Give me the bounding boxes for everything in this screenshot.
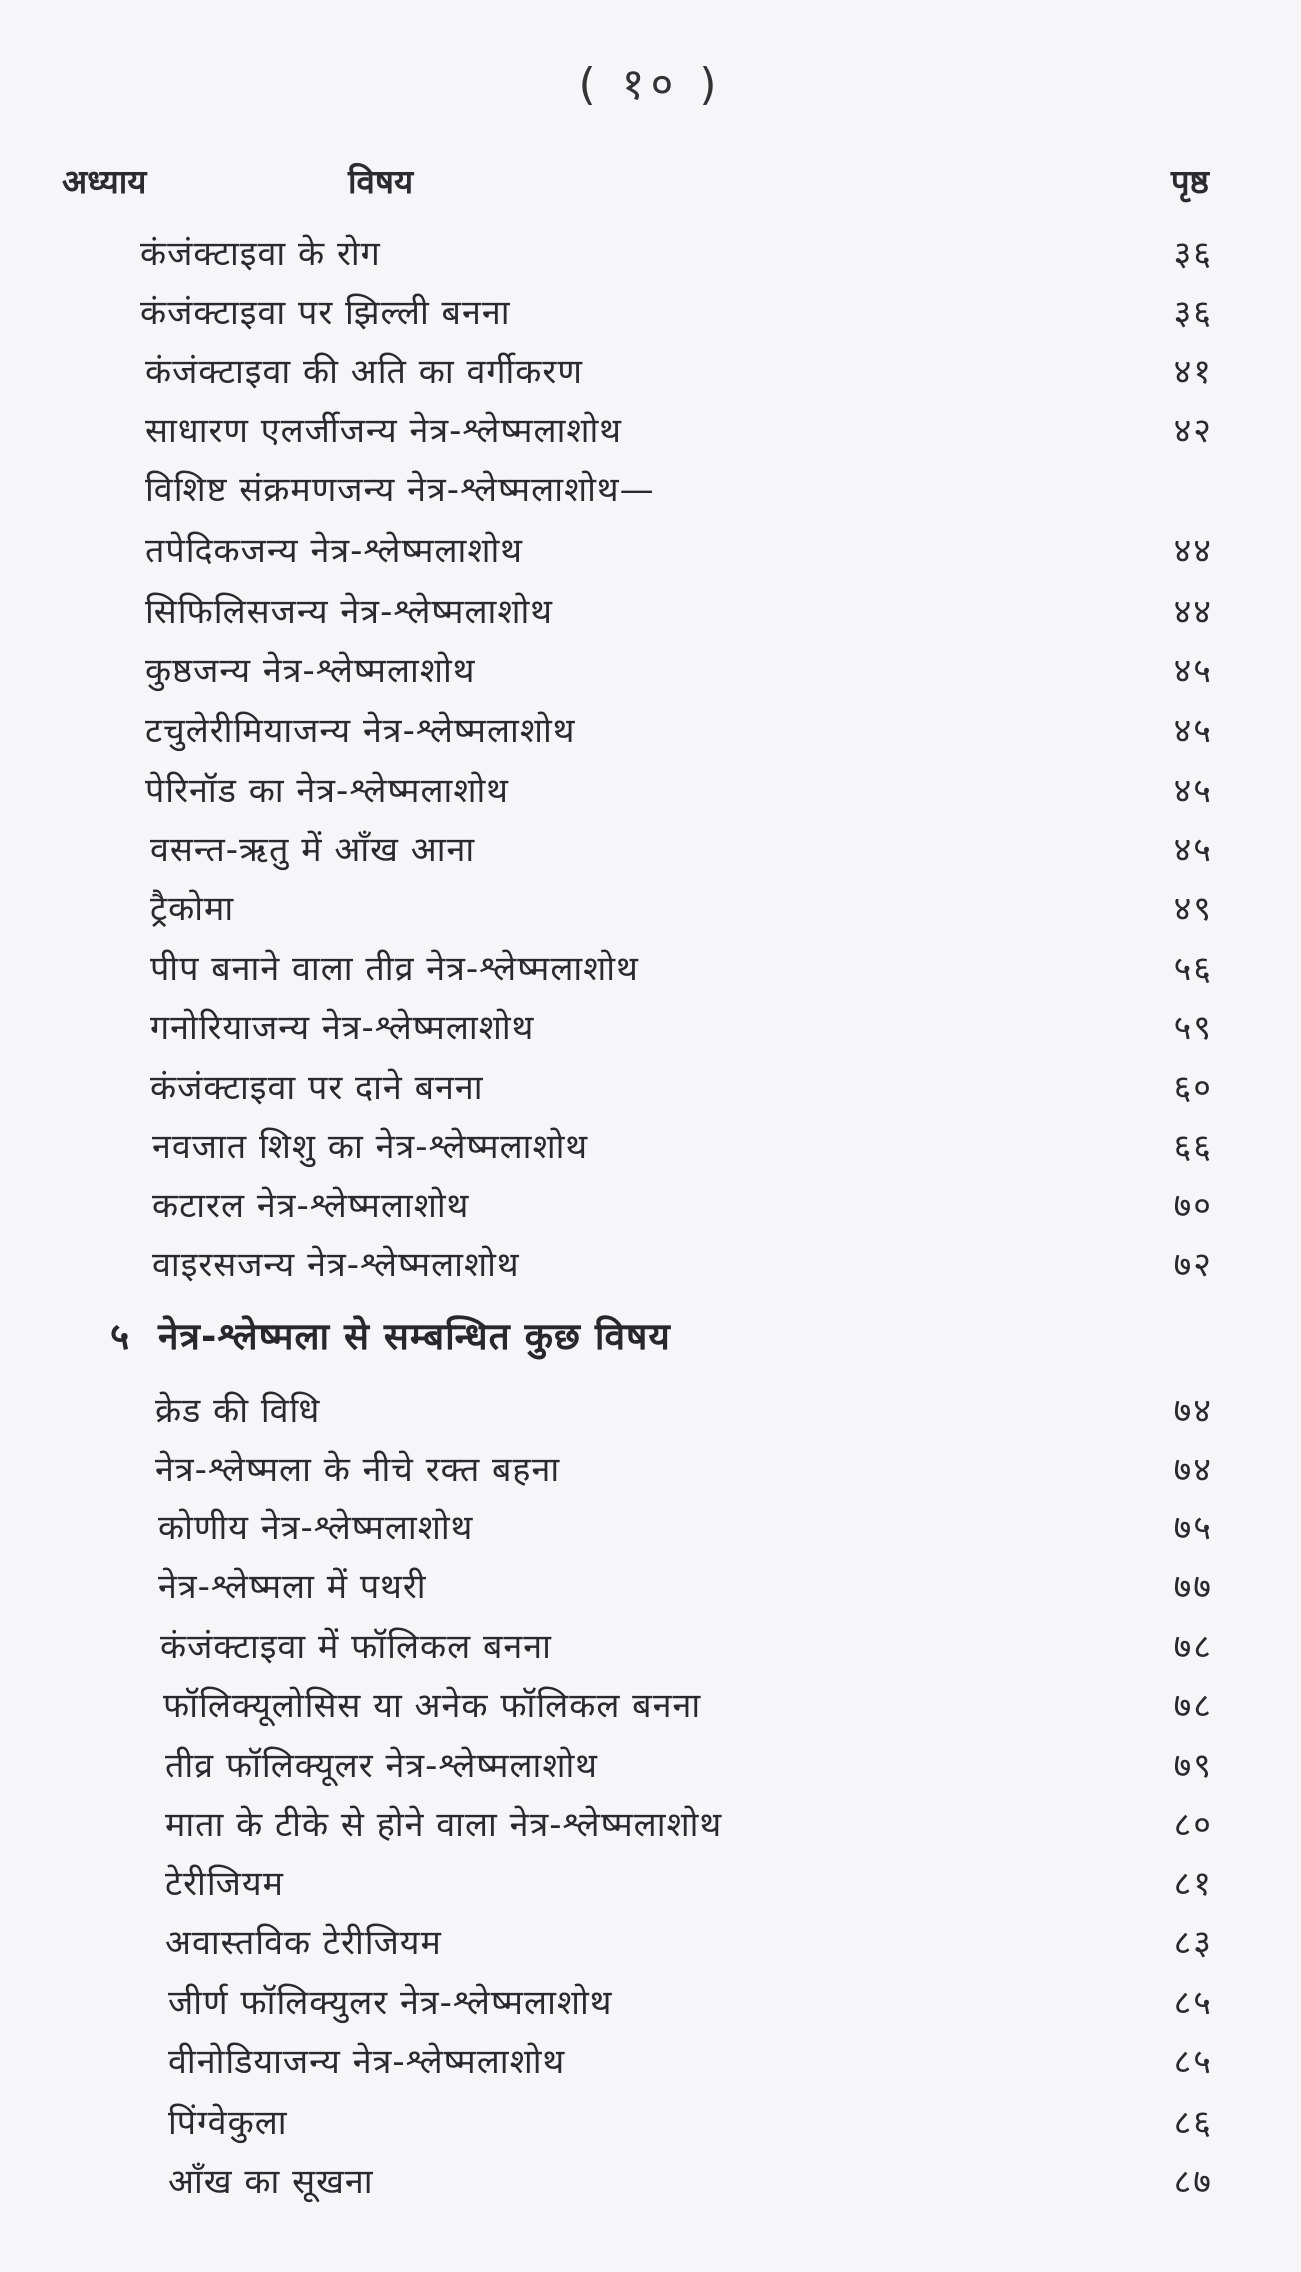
toc-entry bbox=[0, 462, 1301, 518]
toc-entry bbox=[0, 1178, 1301, 1234]
toc-entry bbox=[0, 1237, 1301, 1293]
toc-entry-page: ८१ bbox=[1173, 1864, 1213, 1904]
toc-entry bbox=[0, 1856, 1301, 1912]
toc-entry bbox=[0, 881, 1301, 937]
toc-entry bbox=[0, 344, 1301, 400]
toc-entry-page: ८७ bbox=[1173, 2162, 1213, 2202]
toc-entry bbox=[0, 1619, 1301, 1675]
toc-entry-title: कंजंक्टाइवा की अति का वर्गीकरण bbox=[145, 352, 583, 392]
toc-entry bbox=[0, 1442, 1301, 1498]
toc-entry-page: ४४ bbox=[1173, 531, 1213, 571]
toc-entry-title: पिंग्वेकुला bbox=[168, 2103, 288, 2143]
page-number: ( १० ) bbox=[578, 59, 723, 110]
toc-entry-title: वसन्त-ऋतु में आँख आना bbox=[150, 830, 476, 870]
toc-entry bbox=[0, 1119, 1301, 1175]
toc-entry bbox=[0, 703, 1301, 759]
toc-entry bbox=[0, 1559, 1301, 1615]
toc-entry-title: कंजंक्टाइवा पर दाने बनना bbox=[150, 1068, 484, 1108]
toc-entry-page: ४९ bbox=[1173, 889, 1213, 929]
toc-entry-page: ८५ bbox=[1173, 2042, 1213, 2082]
toc-entry bbox=[0, 584, 1301, 640]
toc-entry-page: ८५ bbox=[1173, 1983, 1213, 2023]
header-chapter: अध्याय bbox=[62, 162, 147, 201]
toc-entry-page: ८३ bbox=[1173, 1923, 1213, 1963]
toc-entry-title: नवजात शिशु का नेत्र-श्लेष्मलाशोथ bbox=[152, 1127, 589, 1167]
toc-entry-title: कंजंक्टाइवा के रोग bbox=[140, 234, 381, 274]
toc-entry-title: कंजंक्टाइवा पर झिल्ली बनना bbox=[140, 293, 511, 333]
toc-entry-page: ४५ bbox=[1173, 711, 1213, 751]
toc-entry-page: ७४ bbox=[1173, 1450, 1213, 1490]
toc-entry-title: नेत्र-श्लेष्मला में पथरी bbox=[158, 1567, 427, 1607]
toc-entry bbox=[0, 1383, 1301, 1439]
toc-entry-title: नेत्र-श्लेष्मला के नीचे रक्त बहना bbox=[155, 1450, 561, 1490]
toc-entry bbox=[0, 1797, 1301, 1853]
toc-entry bbox=[0, 2095, 1301, 2151]
toc-entry-title: पेरिनॉड का नेत्र-श्लेष्मलाशोथ bbox=[145, 771, 509, 811]
toc-entry bbox=[0, 523, 1301, 579]
toc-entry bbox=[0, 1000, 1301, 1056]
toc-entry bbox=[0, 941, 1301, 997]
toc-entry-page: ७० bbox=[1173, 1186, 1213, 1226]
section-title: नेत्र-श्लेष्मला से सम्बन्धित कुछ विषय bbox=[158, 1315, 671, 1358]
toc-entry-title: माता के टीके से होने वाला नेत्र-श्लेष्मलाशोथ bbox=[165, 1805, 723, 1845]
toc-entry-page: ७५ bbox=[1173, 1508, 1213, 1548]
toc-entry-title: तपेदिकजन्य नेत्र-श्लेष्मलाशोथ bbox=[145, 531, 524, 571]
toc-entry bbox=[0, 403, 1301, 459]
toc-entry-page: ६० bbox=[1173, 1068, 1213, 1108]
toc-entry bbox=[0, 1738, 1301, 1794]
toc-entry bbox=[0, 822, 1301, 878]
toc-entry-page: ८० bbox=[1173, 1805, 1213, 1845]
toc-entry-title: अवास्तविक टेरीजियम bbox=[165, 1923, 442, 1963]
toc-entry bbox=[0, 2034, 1301, 2090]
toc-entry bbox=[0, 1975, 1301, 2031]
toc-entry-page: ५६ bbox=[1173, 949, 1213, 989]
toc-entry-title: फॉलिक्यूलोसिस या अनेक फॉलिकल बनना bbox=[163, 1686, 702, 1726]
toc-entry-page: ७८ bbox=[1173, 1627, 1213, 1667]
toc-entry-title: तीव्र फॉलिक्यूलर नेत्र-श्लेष्मलाशोथ bbox=[165, 1746, 599, 1786]
toc-entry-page: ४५ bbox=[1173, 830, 1213, 870]
toc-entry bbox=[0, 1060, 1301, 1116]
toc-entry-title: कंजंक्टाइवा में फॉलिकल बनना bbox=[160, 1627, 552, 1667]
toc-entry-page: ४५ bbox=[1173, 771, 1213, 811]
toc-entry-title: कोणीय नेत्र-श्लेष्मलाशोथ bbox=[158, 1508, 474, 1548]
toc-entry-page: ४४ bbox=[1173, 592, 1213, 632]
toc-entry-page: ४१ bbox=[1173, 352, 1213, 392]
toc-entry-page: ७८ bbox=[1173, 1686, 1213, 1726]
toc-entry-title: गनोरियाजन्य नेत्र-श्लेष्मलाशोथ bbox=[150, 1008, 535, 1048]
toc-entry-title: विशिष्ट संक्रमणजन्य नेत्र-श्लेष्मलाशोथ— bbox=[145, 470, 655, 510]
toc-entry bbox=[0, 763, 1301, 819]
toc-entry bbox=[0, 1500, 1301, 1556]
toc-entry-title: कुष्ठजन्य नेत्र-श्लेष्मलाशोथ bbox=[145, 651, 476, 691]
toc-entry-page: ७२ bbox=[1173, 1245, 1213, 1285]
toc-entry-page: ३६ bbox=[1173, 234, 1213, 274]
toc-entry bbox=[0, 285, 1301, 341]
toc-entry-title: टचुलेरीमियाजन्य नेत्र-श्लेष्मलाशोथ bbox=[145, 711, 576, 751]
toc-entry-page: ४५ bbox=[1173, 651, 1213, 691]
toc-header bbox=[0, 158, 1301, 218]
toc-entry bbox=[0, 2154, 1301, 2210]
toc-entry bbox=[0, 643, 1301, 699]
toc-entry-page: ३६ bbox=[1173, 293, 1213, 333]
toc-entry-page: ६६ bbox=[1173, 1127, 1213, 1167]
toc-entry bbox=[0, 226, 1301, 282]
header-subject: विषय bbox=[348, 162, 414, 201]
toc-entry-title: वीनोडियाजन्य नेत्र-श्लेष्मलाशोथ bbox=[168, 2042, 566, 2082]
toc-entry-title: जीर्ण फॉलिक्युलर नेत्र-श्लेष्मलाशोथ bbox=[168, 1983, 613, 2023]
toc-entry-title: ट्रैकोमा bbox=[150, 889, 235, 929]
toc-entry-page: ४२ bbox=[1173, 411, 1213, 451]
toc-entry-title: आँख का सूखना bbox=[168, 2162, 374, 2202]
section-heading bbox=[0, 1304, 1301, 1370]
toc-entry-page: ८६ bbox=[1173, 2103, 1213, 2143]
toc-entry-page: ७४ bbox=[1173, 1391, 1213, 1431]
toc-entry bbox=[0, 1678, 1301, 1734]
header-page: पृष्ठ bbox=[1170, 162, 1209, 201]
toc-entry-title: टेरीजियम bbox=[165, 1864, 284, 1904]
toc-entry-title: साधारण एलर्जीजन्य नेत्र-श्लेष्मलाशोथ bbox=[145, 411, 623, 451]
toc-entry-title: वाइरसजन्य नेत्र-श्लेष्मलाशोथ bbox=[152, 1245, 520, 1285]
section-number: ५ bbox=[110, 1315, 130, 1358]
toc-entry-page: ७९ bbox=[1173, 1746, 1213, 1786]
toc-entry bbox=[0, 1915, 1301, 1971]
toc-entry-title: सिफिलिसजन्य नेत्र-श्लेष्मलाशोथ bbox=[145, 592, 553, 632]
toc-entry-title: कटारल नेत्र-श्लेष्मलाशोथ bbox=[152, 1186, 470, 1226]
toc-entry-page: ७७ bbox=[1173, 1567, 1213, 1607]
toc-entry-page: ५९ bbox=[1173, 1008, 1213, 1048]
toc-entry-title: पीप बनाने वाला तीव्र नेत्र-श्लेष्मलाशोथ bbox=[150, 949, 639, 989]
toc-entry-title: क्रेड की विधि bbox=[155, 1391, 321, 1431]
